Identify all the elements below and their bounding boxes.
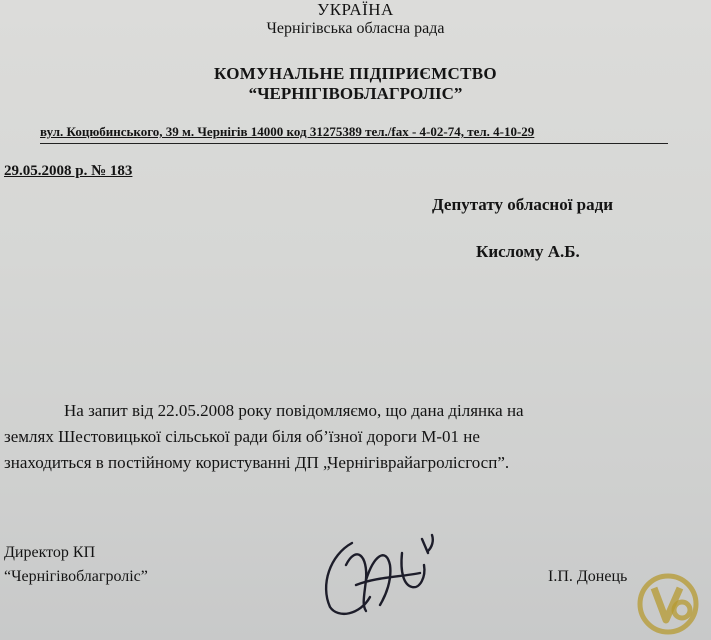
signatory-name: І.П. Донець — [548, 568, 628, 585]
body-line: знаходиться в постійному користуванні ДП „Чернігіврайагролісгосп”. — [4, 453, 510, 472]
council-name: Чернігівська обласна рада — [266, 20, 445, 37]
document-reference: 29.05.2008 р. № 183 — [4, 163, 133, 179]
body-line: землях Шестовицької сільської ради біля об’їзної дороги М-01 не — [4, 427, 480, 446]
organization-type: КОМУНАЛЬНЕ ПІДПРИЄМСТВО — [214, 64, 497, 83]
addressee-name: Кислому А.Б. — [476, 242, 580, 261]
signatory-organization: “Чернігівоблагроліс” — [4, 568, 148, 585]
publisher-logo-icon — [636, 572, 700, 636]
letter-body — [4, 398, 706, 476]
body-line: На запит від 22.05.2008 року повідомляємо, що дана ділянка на — [64, 401, 524, 420]
addressee-title: Депутату обласної ради — [432, 195, 614, 214]
organization-address: вул. Коцюбинського, 39 м. Чернігів 14000 код 31275389 тел./fax - 4-02-74, тел. 4-10-29 — [40, 124, 535, 139]
signatory-title: Директор КП — [4, 544, 96, 561]
handwritten-signature — [316, 525, 446, 620]
header-divider — [40, 143, 668, 144]
organization-name: “ЧЕРНІГІВОБЛАГРОЛІС” — [248, 84, 463, 103]
country-heading: УКРАЇНА — [317, 0, 394, 19]
